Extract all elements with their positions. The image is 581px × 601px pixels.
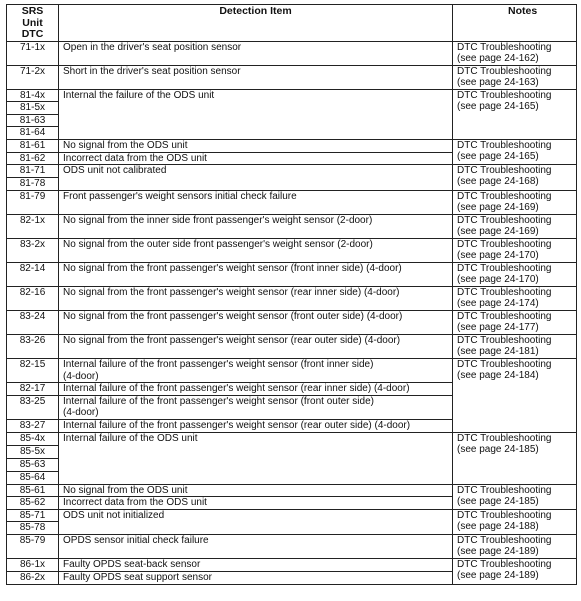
notes-cell	[453, 215, 577, 239]
notes-page-ref[interactable]: (see page 24-174)	[457, 298, 539, 310]
detection-item: No signal from the front passenger's weight sensor (front inner side) (4-door)	[59, 263, 453, 287]
dtc-code: 81-61	[7, 140, 59, 153]
detection-item-line: (4-door)	[63, 407, 99, 419]
notes-title: DTC Troubleshooting	[457, 335, 552, 347]
notes-cell	[453, 484, 577, 509]
dtc-code: 82-16	[7, 287, 59, 311]
notes-title: DTC Troubleshooting	[457, 484, 552, 496]
notes-title: DTC Troubleshooting	[457, 89, 552, 101]
notes-cell	[453, 65, 577, 89]
dtc-table	[6, 4, 577, 585]
notes-cell	[453, 535, 577, 559]
notes-cell	[453, 359, 577, 433]
detection-item: Faulty OPDS seat-back sensor	[59, 559, 453, 572]
notes-page-ref[interactable]: (see page 24-169)	[457, 202, 539, 214]
notes-page-ref[interactable]: (see page 24-163)	[457, 76, 539, 88]
notes-page-ref[interactable]: (see page 24-181)	[457, 346, 539, 358]
notes-cell	[453, 41, 577, 65]
notes-title: DTC Troubleshooting	[457, 359, 552, 371]
dtc-code: 81-5x	[7, 102, 59, 115]
dtc-code: 85-61	[7, 484, 59, 497]
notes-cell	[453, 165, 577, 191]
detection-item: No signal from the front passenger's weight sensor (rear outer side) (4-door)	[59, 335, 453, 359]
detection-item: Incorrect data from the ODS unit	[59, 152, 453, 165]
notes-page-ref[interactable]: (see page 24-189)	[457, 570, 539, 582]
detection-item: No signal from the outer side front passenger's weight sensor (2-door)	[59, 239, 453, 263]
notes-title: DTC Troubleshooting	[457, 140, 552, 152]
notes-title: DTC Troubleshooting	[457, 263, 552, 275]
dtc-code: 82-17	[7, 383, 59, 396]
notes-title: DTC Troubleshooting	[457, 432, 552, 444]
dtc-code: 83-26	[7, 335, 59, 359]
detection-item: Internal failure of the ODS unit	[59, 432, 453, 484]
detection-item: Short in the driver's seat position sensor	[59, 65, 453, 89]
dtc-code: 85-78	[7, 522, 59, 535]
detection-item: Faulty OPDS seat support sensor	[59, 572, 453, 585]
notes-title: DTC Troubleshooting	[457, 287, 552, 299]
detection-item: No signal from the ODS unit	[59, 140, 453, 153]
detection-item: Open in the driver's seat position sensor	[59, 41, 453, 65]
detection-item	[59, 395, 453, 419]
notes-title: DTC Troubleshooting	[457, 165, 552, 177]
detection-item: Internal failure of the front passenger's weight sensor (rear inner side) (4-door)	[59, 383, 453, 396]
detection-item-line: Internal failure of the front passenger's weight sensor (front outer side)	[63, 395, 374, 407]
dtc-code: 83-24	[7, 311, 59, 335]
notes-title: DTC Troubleshooting	[457, 311, 552, 323]
header-dtc-line: SRS	[21, 5, 44, 17]
detection-item: Internal failure of the front passenger's weight sensor (rear outer side) (4-door)	[59, 420, 453, 433]
notes-page-ref[interactable]: (see page 24-177)	[457, 322, 539, 334]
notes-title: DTC Troubleshooting	[457, 215, 552, 227]
notes-cell	[453, 287, 577, 311]
notes-cell	[453, 509, 577, 535]
notes-cell	[453, 335, 577, 359]
detection-item: Incorrect data from the ODS unit	[59, 497, 453, 510]
detection-item: OPDS sensor initial check failure	[59, 535, 453, 559]
dtc-code: 83-2x	[7, 239, 59, 263]
dtc-code: 81-71	[7, 165, 59, 178]
dtc-code: 81-78	[7, 178, 59, 191]
detection-item: Front passenger's weight sensors initial check failure	[59, 191, 453, 215]
notes-page-ref[interactable]: (see page 24-162)	[457, 52, 539, 64]
notes-page-ref[interactable]: (see page 24-165)	[457, 151, 539, 163]
dtc-code: 85-5x	[7, 445, 59, 458]
dtc-code: 85-71	[7, 509, 59, 522]
dtc-code: 82-14	[7, 263, 59, 287]
notes-title: DTC Troubleshooting	[457, 535, 552, 547]
notes-title: DTC Troubleshooting	[457, 559, 552, 571]
notes-cell	[453, 311, 577, 335]
detection-item: No signal from the inner side front passenger's weight sensor (2-door)	[59, 215, 453, 239]
notes-title: DTC Troubleshooting	[457, 239, 552, 251]
detection-item: No signal from the front passenger's weight sensor (front outer side) (4-door)	[59, 311, 453, 335]
notes-title: DTC Troubleshooting	[457, 509, 552, 521]
dtc-code: 85-4x	[7, 432, 59, 445]
notes-page-ref[interactable]: (see page 24-185)	[457, 495, 539, 507]
notes-title: DTC Troubleshooting	[457, 65, 552, 77]
header-dtc-line: Unit	[22, 16, 43, 29]
dtc-code: 81-63	[7, 114, 59, 127]
notes-page-ref[interactable]: (see page 24-170)	[457, 250, 539, 262]
notes-cell	[453, 263, 577, 287]
dtc-code: 85-63	[7, 458, 59, 471]
dtc-code: 83-25	[7, 395, 59, 419]
dtc-code: 85-64	[7, 471, 59, 484]
dtc-code: 81-64	[7, 127, 59, 140]
dtc-code: 71-1x	[7, 41, 59, 65]
dtc-code: 81-4x	[7, 89, 59, 102]
notes-page-ref[interactable]: (see page 24-185)	[457, 443, 539, 455]
notes-cell	[453, 239, 577, 263]
header-srs-unit-dtc	[7, 5, 59, 42]
dtc-code: 86-2x	[7, 572, 59, 585]
notes-page-ref[interactable]: (see page 24-189)	[457, 546, 539, 558]
header-notes: Notes	[453, 5, 577, 42]
dtc-code: 81-62	[7, 152, 59, 165]
notes-cell	[453, 140, 577, 165]
dtc-code: 86-1x	[7, 559, 59, 572]
detection-item: ODS unit not initialized	[59, 509, 453, 535]
notes-page-ref[interactable]: (see page 24-165)	[457, 100, 539, 112]
dtc-code: 85-79	[7, 535, 59, 559]
notes-page-ref[interactable]: (see page 24-184)	[457, 370, 539, 382]
header-dtc-line: DTC	[21, 28, 44, 40]
notes-cell	[453, 191, 577, 215]
detection-item	[59, 359, 453, 383]
dtc-code: 81-79	[7, 191, 59, 215]
dtc-code: 85-62	[7, 497, 59, 510]
header-detection-item: Detection Item	[59, 5, 453, 42]
dtc-code: 83-27	[7, 420, 59, 433]
notes-page-ref[interactable]: (see page 24-188)	[457, 520, 539, 532]
detection-item: ODS unit not calibrated	[59, 165, 453, 191]
dtc-code: 71-2x	[7, 65, 59, 89]
detection-item: Internal the failure of the ODS unit	[59, 89, 453, 140]
notes-title: DTC Troubleshooting	[457, 41, 552, 53]
notes-page-ref[interactable]: (see page 24-168)	[457, 176, 539, 188]
notes-title: DTC Troubleshooting	[457, 191, 552, 203]
detection-item-line: (4-door)	[63, 370, 99, 382]
notes-page-ref[interactable]: (see page 24-169)	[457, 226, 539, 238]
detection-item: No signal from the ODS unit	[59, 484, 453, 497]
detection-item: No signal from the front passenger's weight sensor (rear inner side) (4-door)	[59, 287, 453, 311]
dtc-code: 82-1x	[7, 215, 59, 239]
notes-cell	[453, 89, 577, 140]
dtc-code: 82-15	[7, 359, 59, 383]
notes-page-ref[interactable]: (see page 24-170)	[457, 274, 539, 286]
detection-item-line: Internal failure of the front passenger's weight sensor (front inner side)	[63, 359, 374, 371]
notes-cell	[453, 432, 577, 484]
notes-cell	[453, 559, 577, 584]
